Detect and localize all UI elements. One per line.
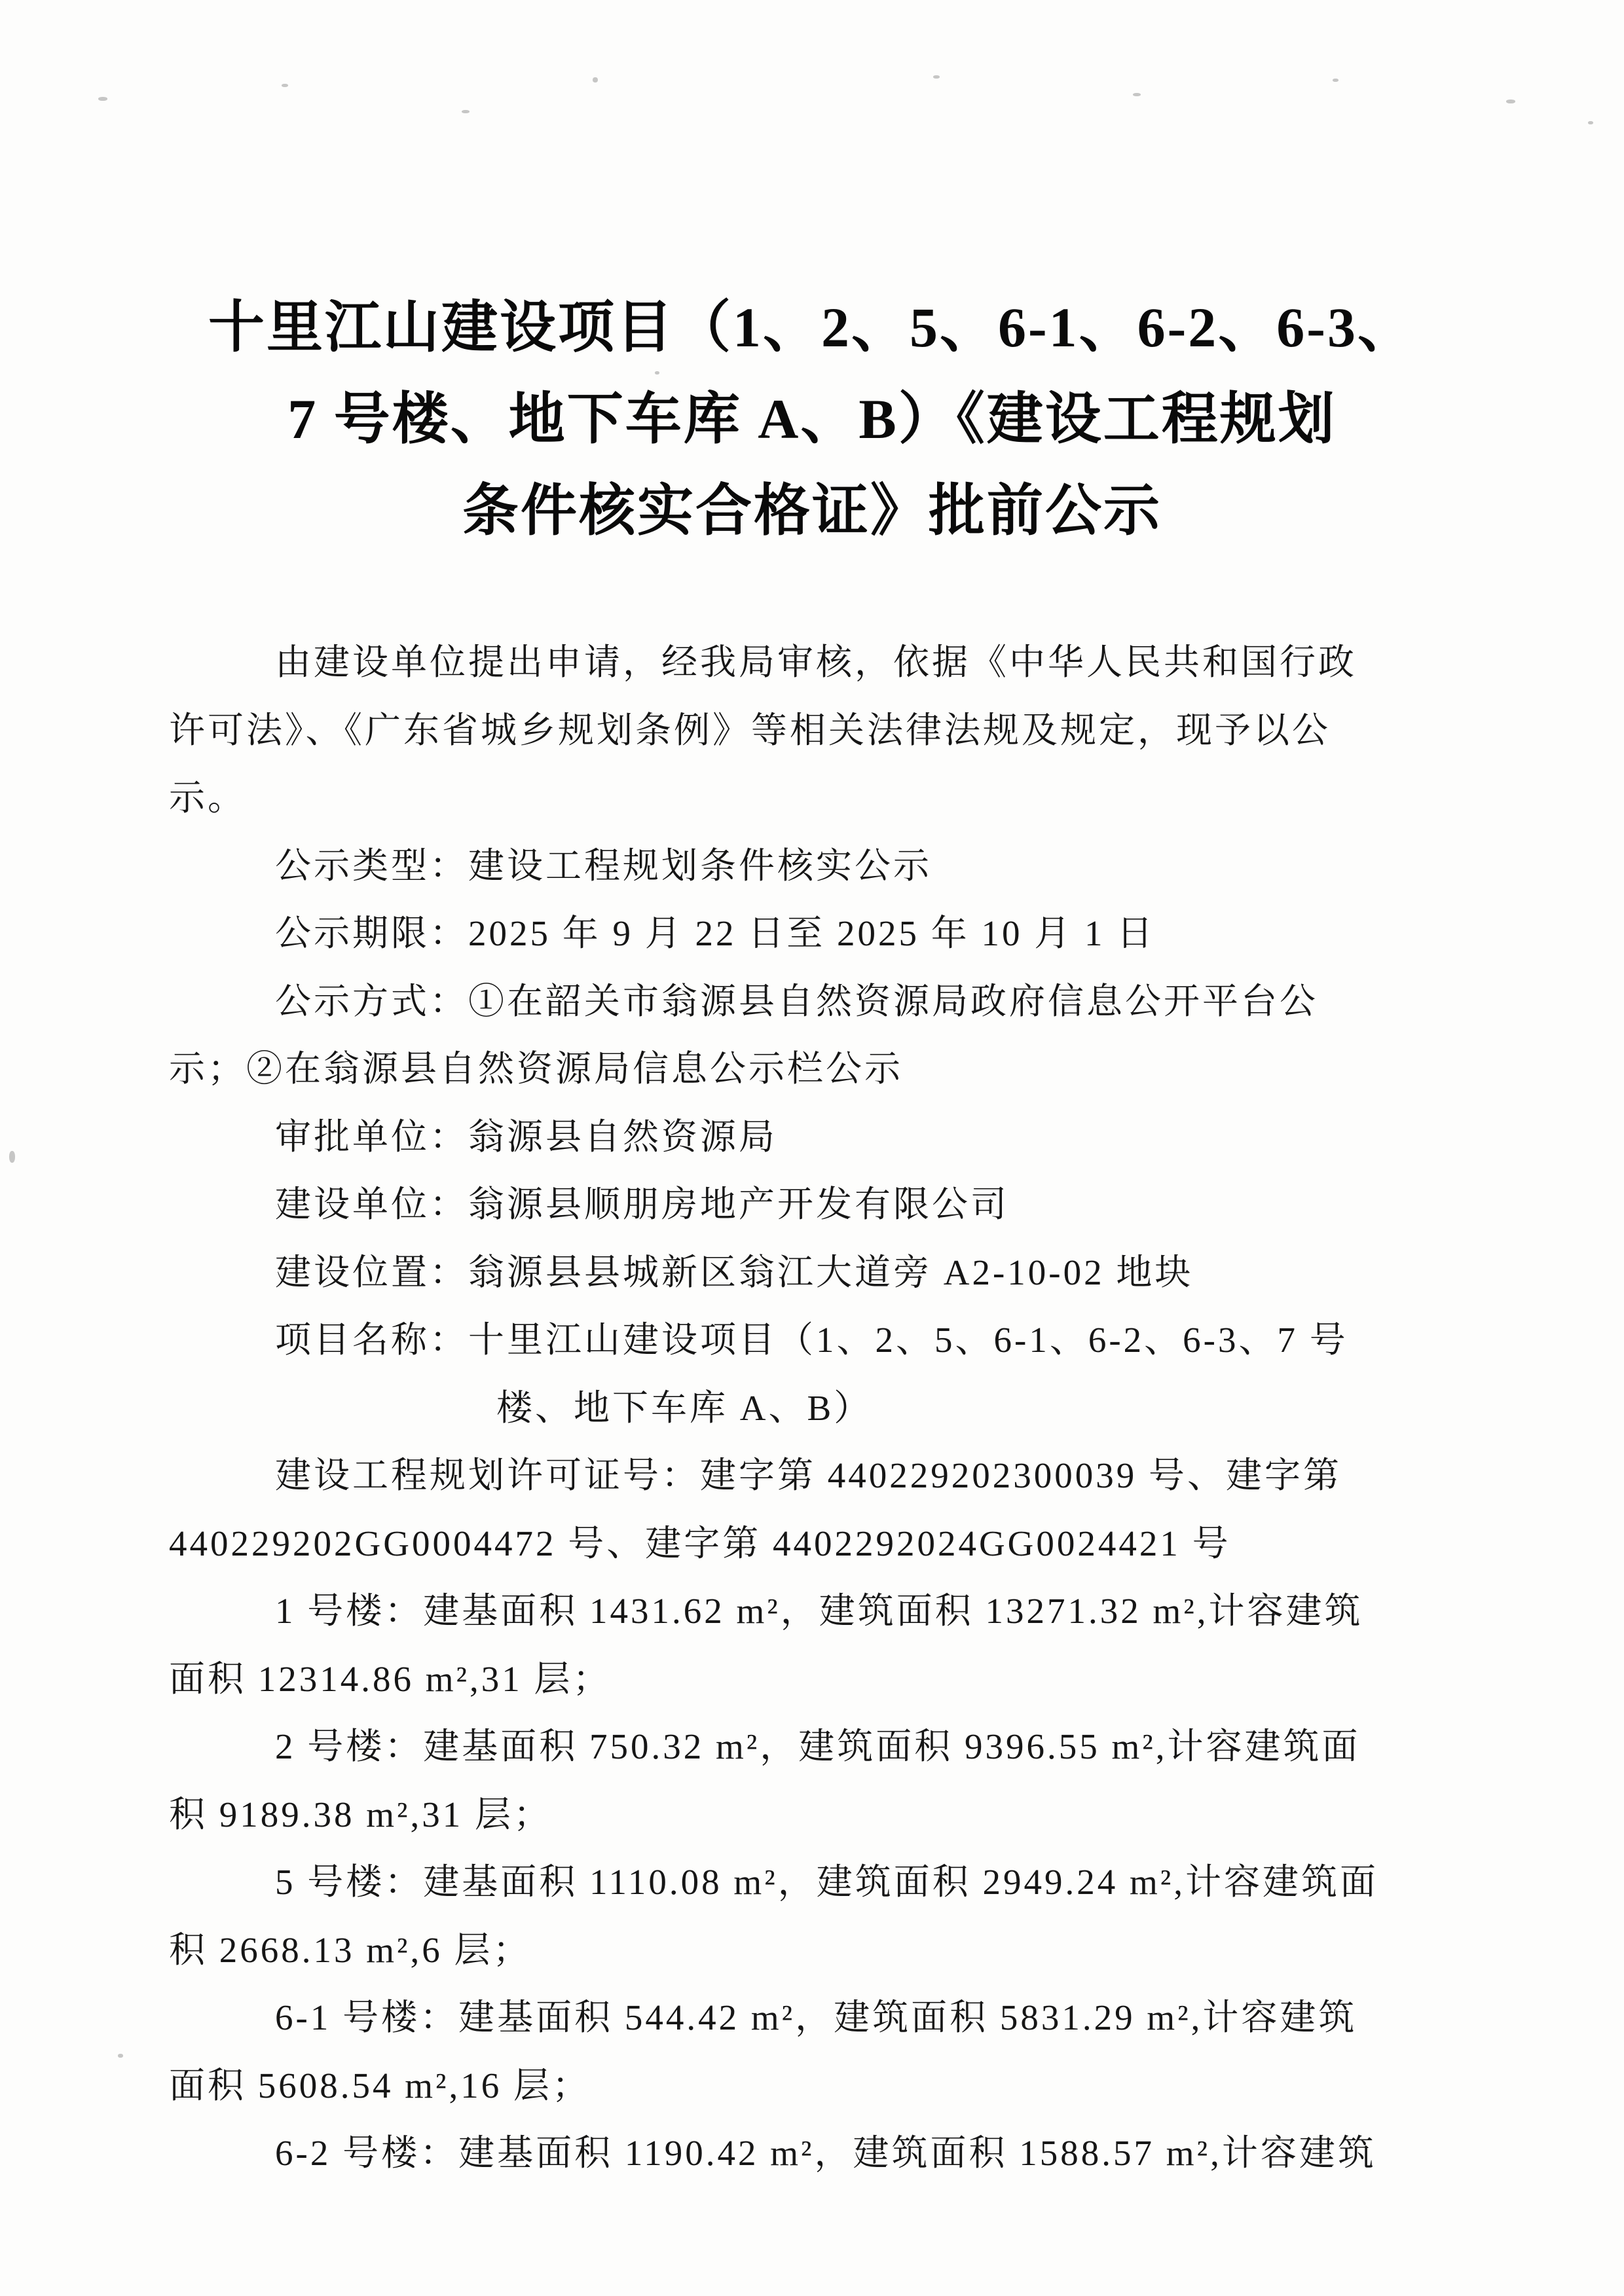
scan-speck (1133, 93, 1141, 96)
scan-speck (282, 84, 288, 87)
building-5-line-1: 5 号楼：建基面积 1110.08 m²，建筑面积 2949.24 m²,计容建筑面 (275, 1862, 1378, 1902)
title-line-2: 7 号楼、地下车库 A、B）《建设工程规划 (287, 388, 1337, 450)
scan-speck (9, 1151, 15, 1163)
project-name-line-1: 项目名称：十里江山建设项目（1、2、5、6-1、6-2、6-3、7 号 (275, 1320, 1348, 1360)
intro-line-3: 示。 (169, 778, 247, 818)
scan-speck (118, 2054, 123, 2058)
construction-unit-line: 建设单位：翁源县顺朋房地产开发有限公司 (275, 1184, 1010, 1224)
scan-speck (1333, 79, 1338, 82)
notice-period-line: 公示期限：2025 年 9 月 22 日至 2025 年 10 月 1 日 (275, 913, 1156, 953)
notice-type-line: 公示类型：建设工程规划条件核实公示 (275, 845, 932, 886)
scan-speck (1588, 121, 1593, 124)
building-5-line-2: 积 2668.13 m²,6 层； (169, 1929, 532, 1970)
building-6-1-line-1: 6-1 号楼：建基面积 544.42 m²，建筑面积 5831.29 m²,计容建筑 (275, 1997, 1357, 2037)
permit-numbers-line-2: 440229202GG0004472 号、建字第 4402292024GG0024421 号 (169, 1523, 1231, 1563)
building-6-1-line-2: 面积 5608.54 m²,16 层； (169, 2065, 591, 2105)
intro-line-1: 由建设单位提出申请，经我局审核，依据《中华人民共和国行政 (275, 642, 1357, 682)
permit-numbers-line-1: 建设工程规划许可证号：建字第 440229202300039 号、建字第 (275, 1455, 1342, 1495)
notice-body (169, 629, 1439, 2187)
scan-speck (933, 75, 940, 79)
building-1-line-2: 面积 12314.86 m²,31 层； (169, 1658, 612, 1699)
intro-line-2: 许可法》、《广东省城乡规划条例》等相关法律法规及规定，现予以公 (169, 710, 1331, 750)
scan-speck (593, 77, 598, 82)
approval-authority-line: 审批单位：翁源县自然资源局 (275, 1116, 778, 1157)
project-name-line-2: 楼、地下车库 A、B） (496, 1387, 873, 1428)
building-2-line-2: 积 9189.38 m²,31 层； (169, 1794, 553, 1834)
construction-location-line: 建设位置：翁源县县城新区翁江大道旁 A2-10-02 地块 (275, 1252, 1194, 1292)
notice-method-line-2: 示；②在翁源县自然资源局信息公示栏公示 (169, 1049, 904, 1089)
notice-method-line-1: 公示方式：①在韶关市翁源县自然资源局政府信息公开平台公 (275, 981, 1319, 1021)
scan-speck (462, 110, 470, 113)
building-6-2-line-1: 6-2 号楼：建基面积 1190.42 m²，建筑面积 1588.57 m²,计容建筑 (275, 2133, 1376, 2173)
notice-title (72, 282, 1552, 556)
building-1-line-1: 1 号楼：建基面积 1431.62 m²，建筑面积 13271.32 m²,计容建筑 (275, 1591, 1363, 1631)
scan-speck (1506, 100, 1515, 103)
scan-speck (98, 97, 107, 101)
title-line-3: 条件核实合格证》批前公示 (462, 479, 1162, 542)
building-2-line-1: 2 号楼：建基面积 750.32 m²，建筑面积 9396.55 m²,计容建筑面 (275, 1726, 1361, 1766)
title-line-1: 十里江山建设项目（1、2、5、6-1、6-2、6-3、 (208, 296, 1416, 359)
